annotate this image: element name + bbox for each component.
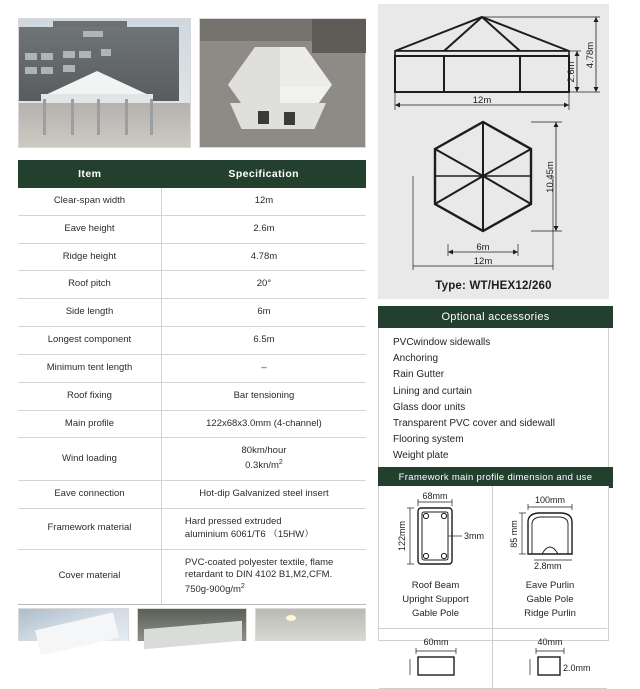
- model-type-label: Type: WT/HEX12/260: [435, 280, 552, 292]
- tent-window: [284, 112, 295, 125]
- ridge-dimension-label: 4.78m: [585, 41, 596, 69]
- accessory-item: Transparent PVC cover and sidewall: [393, 417, 555, 429]
- spec-value-cell: 20°: [161, 271, 366, 299]
- building-window: [63, 51, 75, 58]
- building-window: [25, 53, 37, 60]
- framework-profile-cell: [379, 629, 493, 689]
- adjacent-building: [312, 19, 366, 53]
- spec-value-cell: 4.78m: [161, 243, 366, 271]
- column-header-specification: Specification: [161, 160, 366, 188]
- spec-item-cell: Roof pitch: [18, 271, 161, 299]
- wall-outline: [395, 56, 569, 92]
- unit-superscript: 2: [240, 583, 245, 591]
- building-window: [41, 53, 53, 60]
- spec-item-cell: Main profile: [18, 410, 161, 438]
- spec-value-cell: 2.6m: [161, 215, 366, 243]
- spec-value-cell: 6m: [161, 299, 366, 327]
- tent-leg: [125, 99, 128, 135]
- tent-sidewall: [230, 103, 326, 129]
- accessories-list: [379, 328, 608, 472]
- spec-item-cell: Side length: [18, 299, 161, 327]
- spec-value-cell: [161, 508, 366, 549]
- spec-item-cell: Longest component: [18, 327, 161, 355]
- table-body: [18, 188, 366, 605]
- framework-profile-cell: [493, 629, 607, 689]
- profile-thickness-label: 2.0mm: [563, 663, 591, 674]
- frame-assembly-photo: [137, 608, 248, 641]
- framework-profile-cell: [379, 486, 493, 629]
- accessory-item: Weight plate: [393, 450, 449, 462]
- profile-use-item: Gable Pole: [411, 607, 459, 619]
- eave-dimension-label: 2.6m: [566, 61, 577, 83]
- top-photo-row: [18, 18, 366, 146]
- spec-value-line: PVC-coated polyester textile, flame: [184, 556, 334, 568]
- spec-value-cell: 122x68x3.0mm (4-channel): [161, 410, 366, 438]
- profile-thickness-label: 3mm: [463, 531, 484, 541]
- table-row: [18, 188, 366, 215]
- technical-drawing-panel: [378, 4, 609, 299]
- spec-item-cell: Clear-span width: [18, 188, 161, 215]
- accessory-item: Anchoring: [393, 353, 439, 365]
- profile-height-label: 122mm: [396, 520, 407, 552]
- accessory-item: Lining and curtain: [393, 385, 472, 397]
- spec-value-cell: [161, 549, 366, 605]
- tent-front-view-photo: [18, 18, 191, 148]
- spec-value-line: 80km/hour: [241, 445, 287, 457]
- profile-cross-section-diagram: [381, 635, 490, 680]
- table-row: [18, 271, 366, 299]
- building-sign: [83, 31, 103, 37]
- spec-value-cell: 12m: [161, 188, 366, 215]
- framework-profile-grid: [379, 486, 608, 689]
- tent-interior-photo: [255, 608, 366, 641]
- profile-use-item: Upright Support: [402, 593, 469, 605]
- table-row: [18, 354, 366, 382]
- spec-value-cell: 6.5m: [161, 327, 366, 355]
- spec-item-cell: Eave connection: [18, 481, 161, 509]
- spec-value-cell: Hot-dip Galvanized steel insert: [161, 481, 366, 509]
- building-window: [25, 67, 37, 74]
- tent-leg: [97, 99, 100, 135]
- profile-use-item: Eave Purlin: [525, 580, 575, 591]
- spec-item-cell: Wind loading: [18, 438, 161, 481]
- framework-profile-header: Framework main profile dimension and use: [378, 467, 613, 488]
- optional-accessories-box: [378, 328, 609, 473]
- profile-thickness-label: 2.8mm: [534, 561, 562, 571]
- bottom-photo-row: [18, 608, 366, 640]
- profile-cross-section-diagram: [381, 492, 490, 575]
- table-header-row: [18, 160, 366, 188]
- specification-table: [18, 160, 366, 605]
- table-row: [18, 508, 366, 549]
- spec-item-cell: Cover material: [18, 549, 161, 605]
- profile-use-item: Roof Beam: [411, 580, 460, 591]
- tent-leg: [71, 99, 74, 135]
- spec-item-cell: Eave height: [18, 215, 161, 243]
- spec-value-line: $0.3kn/m^2$: [245, 459, 283, 472]
- table-row: [18, 549, 366, 605]
- tent-leg: [150, 99, 153, 135]
- tent-window: [258, 111, 269, 124]
- optional-accessories-header: Optional accessories: [378, 306, 613, 328]
- spec-value-cell: [161, 438, 366, 481]
- accessory-item: Glass door units: [393, 401, 466, 413]
- profile-cross-section-diagram: [495, 635, 605, 680]
- table-row: [18, 438, 366, 481]
- profile-width-label: 60mm: [422, 637, 449, 648]
- profile-height-label: 85 mm: [509, 520, 519, 548]
- tent-dimension-drawing: [378, 4, 609, 299]
- spec-value-line: retardant to DIN 4102 B1,M2,CFM.: [184, 569, 333, 581]
- profile-use-item: Gable Pole: [526, 593, 574, 605]
- profile-width-label: 40mm: [537, 637, 563, 648]
- span-dimension-label: 12m: [472, 95, 492, 106]
- accessory-item: Rain Gutter: [393, 369, 445, 381]
- building-window: [79, 51, 91, 58]
- building-window: [101, 49, 111, 56]
- accessory-item: PVCwindow sidewalls: [393, 337, 491, 348]
- column-header-item: Item: [18, 160, 161, 188]
- side-dimension-label: 6m: [476, 242, 490, 253]
- profile-use-list: [381, 579, 490, 620]
- spec-item-cell: Framework material: [18, 508, 161, 549]
- spec-value-line: $750g-900g/m^2$: [184, 583, 245, 596]
- profile-use-list: [495, 579, 605, 620]
- spec-value-cell: Bar tensioning: [161, 382, 366, 410]
- accessory-item: Flooring system: [393, 434, 464, 446]
- profile-use-item: Ridge Purlin: [524, 607, 576, 619]
- profile-width-label: 100mm: [534, 495, 566, 505]
- plan-width-dimension-label: 12m: [473, 256, 493, 267]
- table-row: [18, 215, 366, 243]
- profile-width-label: 68mm: [421, 491, 448, 501]
- table-row: [18, 327, 366, 355]
- spec-value-cell: –: [161, 354, 366, 382]
- table-row: [18, 382, 366, 410]
- framework-profile-cell: [493, 486, 607, 629]
- spec-value-line: aluminium 6061/T6 （15HW）: [184, 528, 314, 540]
- framework-profile-box: [378, 486, 609, 674]
- table-row: [18, 299, 366, 327]
- tent-leg: [43, 99, 46, 135]
- depth-dimension-label: 10.45m: [545, 161, 556, 193]
- profile-cross-section-diagram: [495, 492, 605, 575]
- table-row: [18, 481, 366, 509]
- tent-aerial-view-photo: [199, 18, 366, 148]
- table-row: [18, 410, 366, 438]
- spec-item-cell: Ridge height: [18, 243, 161, 271]
- roof-outline: [395, 17, 569, 51]
- spec-value-line: Hard pressed extruded: [184, 515, 282, 527]
- spec-item-cell: Roof fixing: [18, 382, 161, 410]
- spec-item-cell: Minimum tent length: [18, 354, 161, 382]
- unit-superscript: 2: [278, 459, 283, 467]
- roof-peak-photo: [18, 608, 129, 641]
- table-row: [18, 243, 366, 271]
- right-column: [378, 0, 640, 674]
